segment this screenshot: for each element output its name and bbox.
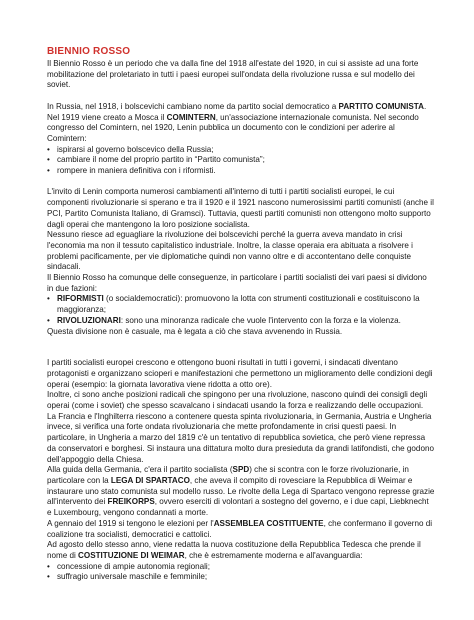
text-run: , che è estremamente moderna e all'avanguardia: [184, 550, 363, 560]
bold-term: LEGA DI SPARTACO [110, 475, 190, 485]
constitution-list [47, 562, 435, 583]
bold-term: COSTITUZIONE DI WEIMAR [78, 550, 185, 560]
document-page [47, 46, 435, 583]
list-item [47, 316, 435, 327]
text-run: Ad agosto dello stesso anno, viene redatta la nuova costituzione della Repubblica Tedesca che prende il nome di [47, 540, 421, 560]
list-item: • rompere in maniera definitiva con i riformisti. [47, 166, 435, 177]
bold-term: PARTITO COMUNISTA [338, 101, 424, 111]
list-item: • concessione di ampie autonomia regionali; [47, 562, 435, 573]
list-item: • ispirarsi al governo bolscevico della Russia; [47, 145, 435, 156]
constitution-paragraph [47, 540, 435, 561]
bold-term: COMINTERN [166, 112, 216, 122]
text-run: ) che si scontra con le forze rivoluzionarie, in particolare con la [47, 465, 409, 485]
comintern-conditions-list [47, 145, 435, 177]
division-paragraph: Questa divisione non è casuale, ma è legata a ciò che stava avvenendo in Russia. [47, 326, 343, 336]
text-run: , un'associazione internazionale comunista. Nel secondo congresso del Comintern, nel 1920, Lenin pubblica un documento con le condizioni per aderire al Comintern: [47, 112, 419, 143]
text-run: , che aveva il compito di rovesciare la Repubblica di Weimar e instaurare uno stato comunista sul modello russo. Le rivolte della Lega di Spartaco vengono represse grazie all'intervento dei [47, 475, 435, 507]
text-run: In Russia, nel 1918, i bolscevichi cambiano nome da partito social democratico a [47, 101, 339, 111]
councils-paragraph: Inoltre, ci sono anche posizioni radicali che spingono per una rivoluzione, nascono quindi dei consigli degli operai (come i soviet) che spesso scavalcano i sindacati usando la forza e realizzando delle occupazioni. [47, 390, 428, 411]
text-run: . Nel 1919 viene creato a Mosca il [47, 101, 427, 122]
text-run: , ovvero eserciti di volontari a sostegno del governo, e i due capi, Liebknecht e Luxembourg, vengono condannati a morte. [47, 497, 429, 518]
text-run: A gennaio del 1919 si tengono le elezioni per l' [47, 518, 214, 528]
bold-term: ASSEMBLEA COSTITUENTE [213, 518, 324, 528]
consequences-paragraph: Il Biennio Rosso ha comunque delle conseguenze, in particolare i partiti socialisti dei vari paesi si dividono in due fazioni: [47, 273, 427, 293]
lenin-paragraph: L'invito di Lenin comporta numerosi cambiamenti all'interno di tutti i partiti socialisti europei, le cui componenti rivoluzionarie si sperano e tra il 1920 e il 1921 nascono numerosissimi partiti comunisti (anche il PCI, Partito Comunista Italiano, di Gramsci). Tuttavia, questi partiti comunisti non ottengono molto supporto dagli operai che mantengono la loro posizione socialista. [47, 187, 434, 229]
text-run: : sono una minoranza radicale che vuole l'intervento con la forza e la violenza. [120, 315, 401, 325]
bold-term: SPD [232, 465, 250, 475]
factions-list [47, 294, 435, 326]
list-item: • cambiare il nome del proprio partito in “Partito comunista”; [47, 155, 435, 166]
elections-paragraph [47, 519, 435, 540]
list-item [47, 294, 435, 315]
countries-paragraph: La Francia e l'Inghilterra riescono a contenere questa spinta rivoluzionaria, in Germania, Austria e Ungheria invece, si verifica una forte ondata rivoluzionaria che mette profondamente in crisi questi paesi. In particolare, in Ungheria a marzo del 1819 c'è un tentativo di repubblica sovietica, che però viene repressa da conservatori e borghesi. Si instaura una dittatura molto dura presieduta da grandi latifondisti, che godono dell'appoggio della Chiesa. [47, 411, 434, 464]
germany-paragraph [47, 465, 435, 519]
intro-paragraph: Il Biennio Rosso è un periodo che va dalla fine del 1918 all'estate del 1920, in cui si assiste ad una forte mobilitazione del proletariato in tutti i paesi europei sull'ondata della rivoluzione russa e sul modello dei soviet. [47, 59, 419, 90]
paragraph-gap [47, 177, 435, 188]
revolution-paragraph: Nessuno riesce ad eguagliare la rivoluzione dei bolscevichi perché la guerra aveva mandato in crisi l'economia ma non il tessuto capitalistico industriale. Inoltre, la classe operaia era abituata a risolvere i problemi pacificamente, per vie diplomatiche quindi non vanno oltre e di accontentano delle conquiste sindacali. [47, 230, 413, 272]
page-title: BIENNIO ROSSO [47, 46, 131, 57]
paragraph-gap [47, 91, 435, 102]
text-run: , che confermano il governo di coalizione tra socialisti, democratici e cattolici. [47, 518, 433, 539]
bold-term: RIVOLUZIONARI [57, 315, 121, 325]
russia-paragraph [47, 102, 435, 145]
bold-term: RIFORMISTI [57, 294, 104, 304]
parties-paragraph: I partiti socialisti europei crescono e ottengono buoni risultati in tutti i governi, i sindacati diventano protagonisti e organizzano scioperi e manifestazioni che permettono un miglioramento delle condizioni degli operai (esempio: la giornata lavorativa viene ridotta a otto ore). [47, 358, 433, 389]
text-run: (o socialdemocratici): promuovono la lotta con strumenti costituzionali e costituiscono la maggioranza; [57, 294, 420, 315]
section-gap [47, 337, 435, 358]
bold-term: FREIKORPS [107, 497, 155, 507]
list-item: • suffragio universale maschile e femminile; [47, 572, 435, 583]
text-run: Alla guida della Germania, c'era il partito socialista ( [47, 465, 233, 475]
